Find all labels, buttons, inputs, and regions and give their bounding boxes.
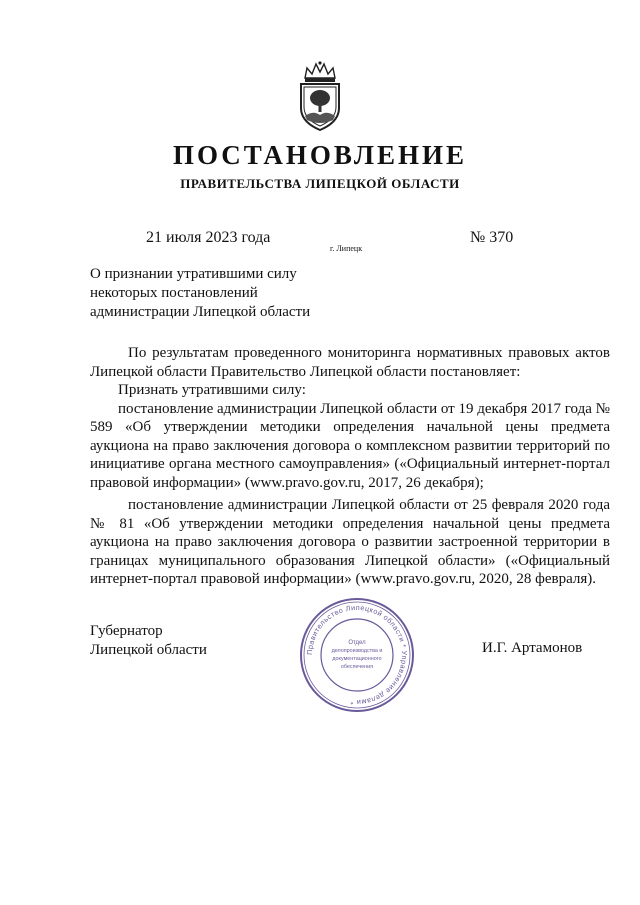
official-seal-stamp: [298, 596, 416, 714]
document-heading: [90, 265, 350, 322]
document-body-continued: [90, 496, 610, 589]
document-subtitle: ПРАВИТЕЛЬСТВА ЛИПЕЦКОЙ ОБЛАСТИ: [180, 176, 460, 191]
seal-center-line: Отдел: [348, 640, 366, 646]
heading-line: администрации Липецкой области: [90, 304, 311, 320]
seal-center-line: делопроизводства и: [331, 648, 383, 654]
document-number: № 370: [470, 229, 514, 246]
heading-line: О признании утратившими силу: [90, 266, 297, 282]
item-paragraph-2: постановление администрации Липецкой области от 25 февраля 2020 года № 81 «Об утверждении методики определения начальной цены предмета аукциона на право заключения договора о развитии застроенной территории в границах муниципального образования Липецкой области» («Официальный интернет-портал правовой информации» (www.pravo.gov.ru, 2020, 28 февраля).: [90, 497, 610, 587]
heading-line: некоторых постановлений: [90, 285, 258, 301]
position-line: Липецкой области: [90, 641, 207, 658]
seal-center-line: обеспечения: [340, 664, 374, 670]
seal-ring-text: Правительство Липецкой области * Управление делами *: [304, 602, 410, 708]
document-body: [90, 344, 610, 492]
position-line: Губернатор: [90, 623, 163, 639]
signatory-position: [90, 622, 207, 659]
intro-paragraph: По результатам проведенного мониторинга нормативных правовых актов Липецкой области Правительство Липецкой области постановляет:: [90, 345, 610, 380]
document-title: ПОСТАНОВЛЕНИЕ: [172, 140, 468, 170]
declare-paragraph: Признать утратившими силу:: [118, 382, 306, 398]
signatory-name: И.Г. Артамонов: [482, 640, 583, 656]
document-date: 21 июля 2023 года: [146, 229, 271, 246]
seal-center-line: документационного: [332, 656, 382, 662]
coat-of-arms-icon: [295, 60, 345, 132]
document-place: г. Липецк: [330, 244, 363, 253]
item-paragraph-1: постановление администрации Липецкой области от 19 декабря 2017 года № 589 «Об утверждении методики определения начальной цены предмета аукциона на право заключения договора о комплексном развитии территорий по инициативе органа местного самоуправления» («Официальный интернет-портал правовой информации» (www.pravo.gov.ru, 2017, 26 декабря);: [90, 400, 610, 491]
